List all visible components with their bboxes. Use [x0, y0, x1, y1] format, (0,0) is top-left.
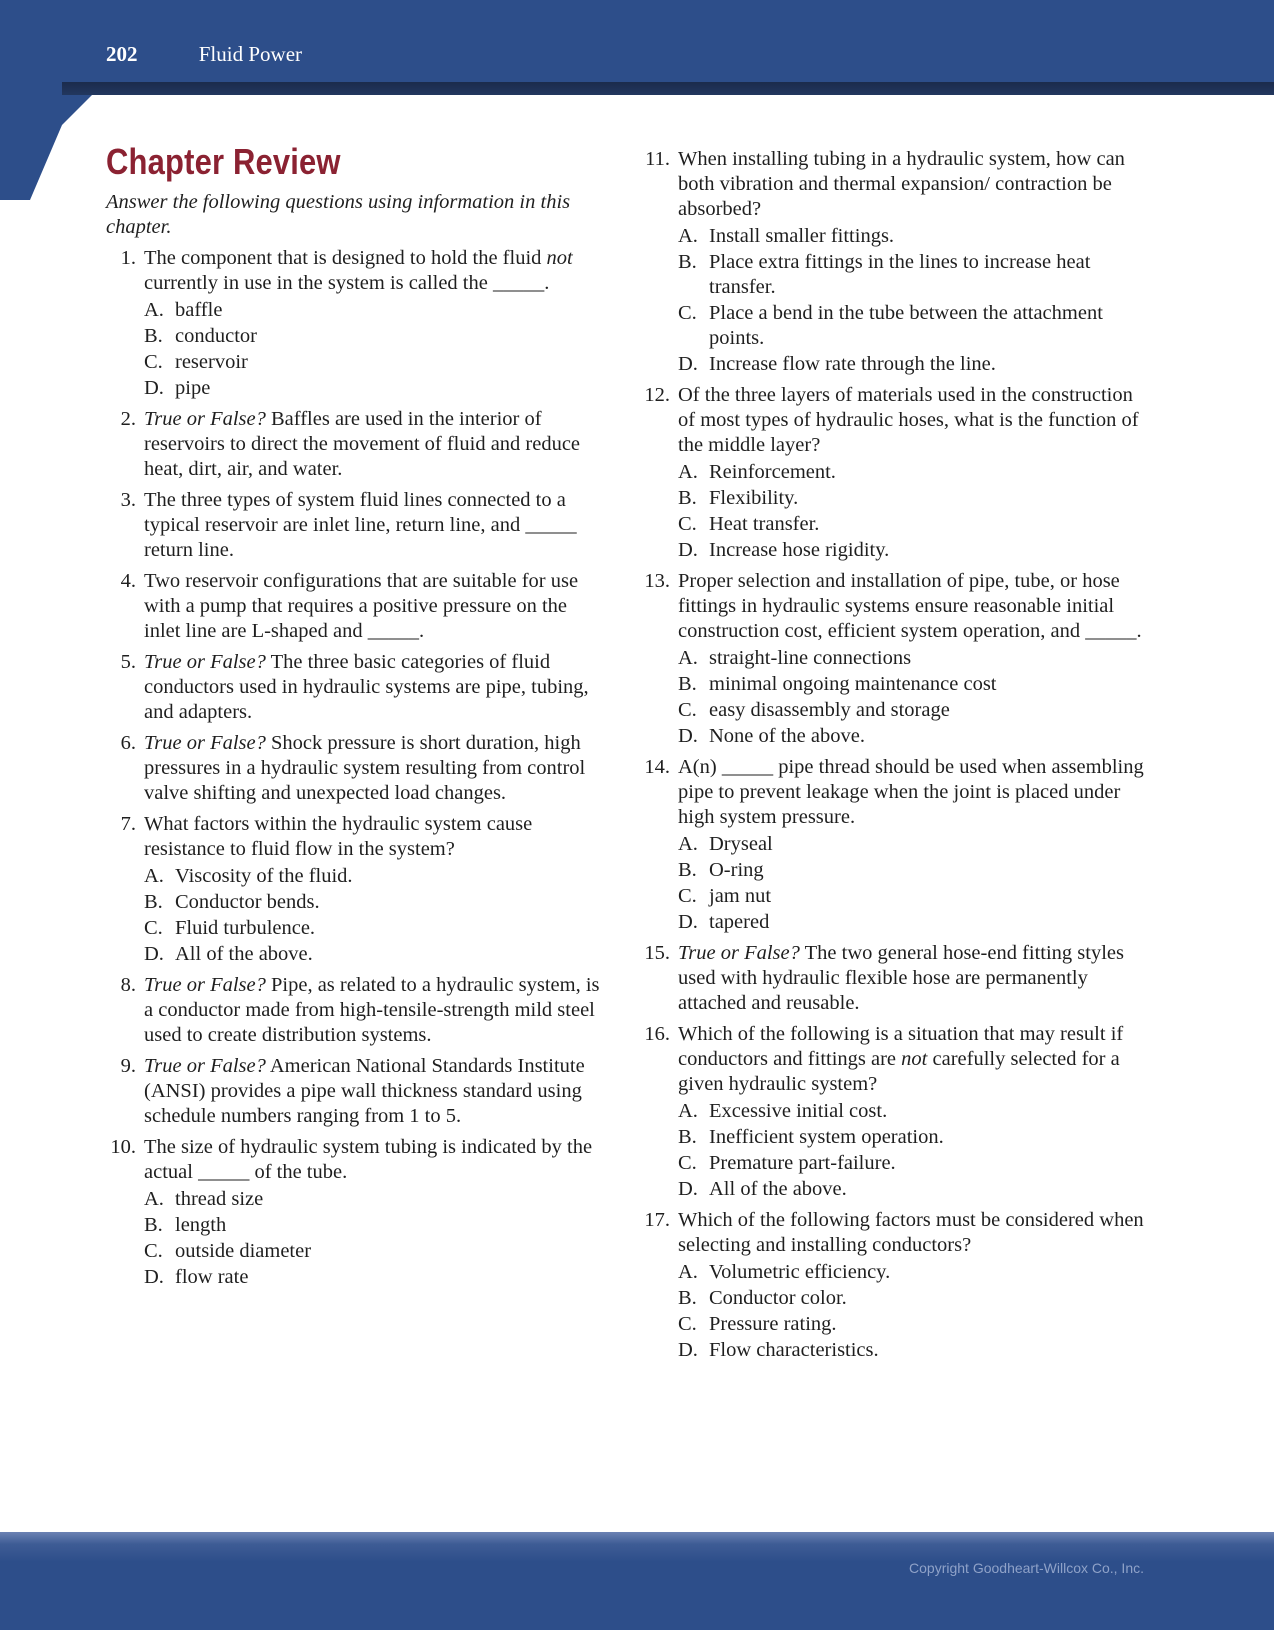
- question-text-part: Baffles are used in the interior of reservoirs to direct the movement of fluid and reduce heat, dirt, air, and water.: [144, 408, 581, 480]
- question-9: [106, 1054, 604, 1129]
- option-text: Flow characteristics.: [709, 1339, 879, 1361]
- question-3: [106, 488, 604, 563]
- option-letter: A.: [678, 833, 698, 855]
- question-text-part: True or False?: [144, 408, 266, 430]
- option-letter: C.: [678, 885, 697, 907]
- question-text-part: True or False?: [678, 942, 800, 964]
- option-letter: A.: [678, 1261, 698, 1283]
- question-text-part: True or False?: [144, 974, 266, 996]
- right-column: [640, 141, 1150, 1363]
- option-letter: C.: [678, 302, 697, 324]
- answer-options: [678, 460, 1150, 563]
- question-text-part: Of the three layers of materials used in the construction of most types of hydraulic hoses, what is the function of the middle layer?: [678, 384, 1139, 456]
- option-letter: D.: [678, 1178, 698, 1200]
- answer-options: [678, 224, 1150, 377]
- answer-options: [678, 646, 1150, 749]
- question-17: [640, 1208, 1150, 1363]
- option-text: Increase hose rigidity.: [709, 539, 890, 561]
- option-letter: A.: [678, 225, 698, 247]
- option-text: Viscosity of the fluid.: [175, 865, 353, 887]
- answer-option: [678, 224, 1150, 249]
- answer-option: [678, 301, 1150, 351]
- option-text: Fluid turbulence.: [175, 917, 316, 939]
- option-text: Place extra fittings in the lines to increase heat transfer.: [709, 251, 1091, 298]
- question-text-part: The two general hose-end fitting styles used with hydraulic flexible hose are permanently attached and reusable.: [678, 942, 1125, 1014]
- question-text: [144, 650, 604, 725]
- answer-option: [678, 352, 1150, 377]
- left-column: [106, 140, 604, 1290]
- question-text-part: The size of hydraulic system tubing is indicated by the actual _____ of the tube.: [144, 1136, 593, 1183]
- question-text: [678, 1208, 1150, 1258]
- question-12: [640, 383, 1150, 563]
- answer-option: [678, 858, 1150, 883]
- question-number: 3.: [120, 489, 136, 511]
- question-number: 15.: [644, 942, 670, 964]
- option-text: Excessive initial cost.: [709, 1100, 888, 1122]
- question-10: [106, 1135, 604, 1290]
- question-number: 1.: [120, 247, 136, 269]
- question-15: [640, 941, 1150, 1016]
- answer-option: [678, 486, 1150, 511]
- question-number: 7.: [120, 813, 136, 835]
- answer-options: [678, 832, 1150, 935]
- top-banner-shadow: [0, 82, 1274, 95]
- option-letter: D.: [144, 943, 164, 965]
- question-number: 14.: [644, 756, 670, 778]
- option-letter: A.: [144, 299, 164, 321]
- option-text: length: [175, 1214, 227, 1236]
- answer-option: [678, 538, 1150, 563]
- option-text: Reinforcement.: [709, 461, 836, 483]
- answer-option: [678, 512, 1150, 537]
- option-text: tapered: [709, 911, 770, 933]
- option-letter: A.: [678, 647, 698, 669]
- option-text: outside diameter: [175, 1240, 312, 1262]
- question-text: [144, 731, 604, 806]
- option-text: Premature part-failure.: [709, 1152, 896, 1174]
- question-1: [106, 246, 604, 401]
- answer-option: [144, 1213, 604, 1238]
- answer-option: [678, 1099, 1150, 1124]
- answer-option: [678, 1260, 1150, 1285]
- question-4: [106, 569, 604, 644]
- answer-option: [678, 460, 1150, 485]
- question-7: [106, 812, 604, 967]
- answer-option: [144, 1265, 604, 1290]
- answer-option: [678, 672, 1150, 697]
- question-text-part: The component that is designed to hold the fluid: [144, 247, 547, 269]
- option-letter: C.: [144, 917, 163, 939]
- answer-option: [678, 884, 1150, 909]
- answer-options: [678, 1260, 1150, 1363]
- question-text-part: American National Standards Institute (ANSI) provides a pipe wall thickness standard using schedule numbers ranging from 1 to 5.: [144, 1055, 585, 1127]
- option-letter: B.: [144, 325, 163, 347]
- question-text-part: True or False?: [144, 651, 266, 673]
- option-text: Pressure rating.: [709, 1313, 837, 1335]
- option-letter: C.: [678, 1152, 697, 1174]
- option-text: Place a bend in the tube between the attachment points.: [709, 302, 1103, 349]
- answer-option: [678, 698, 1150, 723]
- question-text-part: currently in use in the system is called the _____.: [144, 272, 550, 294]
- question-text-part: Proper selection and installation of pipe, tube, or hose fittings in hydraulic systems ensure reasonable initial construction cost, efficient system operation, and _____.: [678, 570, 1142, 642]
- question-text-part: not: [546, 247, 573, 269]
- option-letter: B.: [144, 1214, 163, 1236]
- option-text: straight-line connections: [709, 647, 912, 669]
- bottom-banner: [0, 1532, 1274, 1630]
- answer-option: [678, 724, 1150, 749]
- option-letter: D.: [144, 377, 164, 399]
- answer-options: [144, 1187, 604, 1290]
- question-text: [144, 1135, 604, 1185]
- question-text: [144, 246, 604, 296]
- option-letter: A.: [144, 865, 164, 887]
- question-2: [106, 407, 604, 482]
- question-number: 4.: [120, 570, 136, 592]
- question-13: [640, 569, 1150, 749]
- answer-option: [144, 324, 604, 349]
- question-text-part: carefully selected for a given hydraulic system?: [678, 1048, 1120, 1095]
- answer-option: [678, 1125, 1150, 1150]
- question-text-part: A(n) _____ pipe thread should be used when assembling pipe to prevent leakage when the joint is placed under high system pressure.: [678, 756, 1144, 828]
- question-14: [640, 755, 1150, 935]
- answer-option: [144, 890, 604, 915]
- answer-option: [678, 1286, 1150, 1311]
- question-number: 10.: [110, 1136, 136, 1158]
- answer-option: [678, 1338, 1150, 1363]
- question-11: [640, 147, 1150, 377]
- answer-option: [144, 916, 604, 941]
- option-letter: A.: [144, 1188, 164, 1210]
- question-text-part: The three basic categories of fluid conductors used in hydraulic systems are pipe, tubing, and adapters.: [144, 651, 589, 723]
- page-number: 202: [106, 42, 138, 66]
- question-8: [106, 973, 604, 1048]
- question-text-part: Which of the following factors must be considered when selecting and installing conductors?: [678, 1209, 1144, 1256]
- option-letter: B.: [678, 1287, 697, 1309]
- question-text: [144, 569, 604, 644]
- option-text: flow rate: [175, 1266, 249, 1288]
- option-letter: C.: [678, 1313, 697, 1335]
- question-text: [678, 383, 1150, 458]
- option-letter: B.: [678, 859, 697, 881]
- option-letter: D.: [678, 353, 698, 375]
- option-text: jam nut: [709, 885, 772, 907]
- question-number: 2.: [120, 408, 136, 430]
- option-letter: D.: [678, 725, 698, 747]
- option-letter: C.: [678, 699, 697, 721]
- option-text: Inefficient system operation.: [709, 1126, 944, 1148]
- option-text: easy disassembly and storage: [709, 699, 950, 721]
- question-number: 5.: [120, 651, 136, 673]
- option-letter: D.: [144, 1266, 164, 1288]
- question-text-part: The three types of system fluid lines connected to a typical reservoir are inlet line, return line, and _____ return line.: [144, 489, 577, 561]
- option-letter: B.: [678, 1126, 697, 1148]
- option-letter: D.: [678, 539, 698, 561]
- question-16: [640, 1022, 1150, 1202]
- question-text: [144, 812, 604, 862]
- option-letter: B.: [678, 251, 697, 273]
- answer-option: [144, 298, 604, 323]
- question-text-part: not: [901, 1048, 928, 1070]
- option-text: Volumetric efficiency.: [709, 1261, 891, 1283]
- question-list-left: [106, 246, 604, 1290]
- question-number: 9.: [120, 1055, 136, 1077]
- answer-option: [678, 1151, 1150, 1176]
- option-letter: A.: [678, 1100, 698, 1122]
- side-tab: [0, 0, 62, 200]
- answer-option: [144, 350, 604, 375]
- answer-option: [678, 646, 1150, 671]
- option-text: O-ring: [709, 859, 764, 881]
- question-text: [678, 147, 1150, 222]
- option-text: All of the above.: [175, 943, 313, 965]
- instructions: Answer the following questions using information in this chapter.: [106, 191, 571, 238]
- answer-option: [144, 942, 604, 967]
- option-letter: C.: [678, 513, 697, 535]
- question-number: 16.: [644, 1023, 670, 1045]
- question-text: [678, 941, 1150, 1016]
- option-letter: B.: [144, 891, 163, 913]
- question-number: 13.: [644, 570, 670, 592]
- running-header: [106, 42, 302, 67]
- option-letter: D.: [678, 1339, 698, 1361]
- question-text-part: Pipe, as related to a hydraulic system, is a conductor made from high-tensile-strength mild steel used to create distribution systems.: [144, 974, 600, 1046]
- question-text-part: True or False?: [144, 1055, 266, 1077]
- option-text: baffle: [175, 299, 223, 321]
- question-number: 17.: [644, 1209, 670, 1231]
- option-text: Heat transfer.: [709, 513, 820, 535]
- question-6: [106, 731, 604, 806]
- option-text: thread size: [175, 1188, 264, 1210]
- answer-option: [678, 1312, 1150, 1337]
- option-text: Increase flow rate through the line.: [709, 353, 996, 375]
- option-letter: B.: [678, 673, 697, 695]
- answer-options: [144, 864, 604, 967]
- question-text: [678, 755, 1150, 830]
- question-text-part: Shock pressure is short duration, high pressures in a hydraulic system resulting from control valve shifting and unexpected load changes.: [144, 732, 586, 804]
- option-text: conductor: [175, 325, 257, 347]
- option-letter: C.: [144, 1240, 163, 1262]
- option-text: None of the above.: [709, 725, 865, 747]
- question-text: [678, 1022, 1150, 1097]
- option-text: Install smaller fittings.: [709, 225, 895, 247]
- option-text: Conductor bends.: [175, 891, 320, 913]
- question-text-part: Two reservoir configurations that are suitable for use with a pump that requires a positive pressure on the inlet line are L-shaped and _____.: [144, 570, 579, 642]
- chapter-title: Chapter Review: [106, 141, 341, 182]
- option-text: Flexibility.: [709, 487, 799, 509]
- option-letter: C.: [144, 351, 163, 373]
- answer-option: [144, 1187, 604, 1212]
- option-text: Dryseal: [709, 833, 773, 855]
- question-text: [144, 1054, 604, 1129]
- answer-options: [678, 1099, 1150, 1202]
- question-text-part: What factors within the hydraulic system cause resistance to fluid flow in the system?: [144, 813, 533, 860]
- answer-option: [144, 1239, 604, 1264]
- copyright: Copyright Goodheart-Willcox Co., Inc.: [909, 1560, 1144, 1576]
- answer-option: [678, 910, 1150, 935]
- question-text-part: Which of the following is a situation that may result if conductors and fittings are: [678, 1023, 1124, 1070]
- option-text: All of the above.: [709, 1178, 847, 1200]
- question-5: [106, 650, 604, 725]
- option-letter: D.: [678, 911, 698, 933]
- answer-option: [144, 864, 604, 889]
- question-text: [144, 488, 604, 563]
- question-text-part: True or False?: [144, 732, 266, 754]
- question-list-right: [640, 147, 1150, 1363]
- running-title: Fluid Power: [198, 42, 303, 66]
- question-number: 8.: [120, 974, 136, 996]
- answer-option: [678, 250, 1150, 300]
- question-number: 6.: [120, 732, 136, 754]
- answer-option: [678, 1177, 1150, 1202]
- option-letter: B.: [678, 487, 697, 509]
- question-number: 12.: [644, 384, 670, 406]
- question-text-part: When installing tubing in a hydraulic system, how can both vibration and thermal expansion/ contraction be absorbed?: [678, 148, 1125, 220]
- question-number: 11.: [645, 148, 670, 170]
- question-text: [144, 973, 604, 1048]
- question-text: [144, 407, 604, 482]
- option-letter: A.: [678, 461, 698, 483]
- answer-options: [144, 298, 604, 401]
- answer-option: [144, 376, 604, 401]
- option-text: minimal ongoing maintenance cost: [709, 673, 997, 695]
- option-text: pipe: [175, 377, 211, 399]
- option-text: Conductor color.: [709, 1287, 847, 1309]
- option-text: reservoir: [175, 351, 248, 373]
- answer-option: [678, 832, 1150, 857]
- question-text: [678, 569, 1150, 644]
